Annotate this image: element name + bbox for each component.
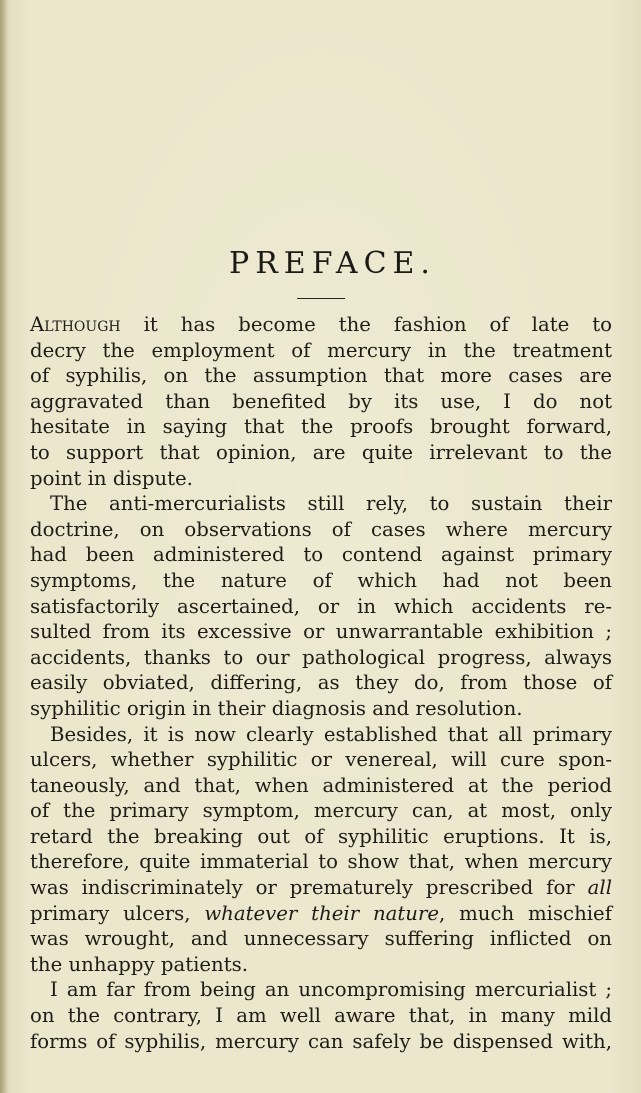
preface-text: [30, 312, 612, 1054]
text-line: easily obviated, differing, as they do, from those of: [30, 671, 612, 695]
text-line: the unhappy patients.: [30, 952, 249, 976]
text-line: forms of syphilis, mercury can safely be dispensed with,: [30, 1029, 612, 1053]
text-line: doctrine, on observations of cases where mercury: [30, 517, 612, 541]
text-line: on the contrary, I am well aware that, in many mild: [30, 1004, 612, 1028]
text-line: had been administered to contend against primary: [30, 543, 612, 567]
italic-phrase: whatever their nature: [204, 901, 440, 925]
drop-word: Although: [30, 313, 121, 336]
text-line: was wrought, and unnecessary suffering inflicted on: [30, 927, 612, 951]
text-line: Besides, it is now clearly established that all primary: [50, 722, 612, 746]
italic-word: all: [587, 876, 612, 900]
text-line: therefore, quite immaterial to show that, when mercury: [30, 850, 612, 874]
page-heading: PREFACE.: [229, 246, 436, 281]
text-line: primary ulcers, whatever their nature, much mischief: [30, 901, 612, 925]
text-line: accidents, thanks to our pathological progress, always: [30, 645, 612, 669]
text-line: aggravated than benefited by its use, I do not: [30, 389, 612, 413]
text-line: Although it has become the fashion of late to: [30, 313, 612, 336]
spine-shadow: [0, 0, 8, 1093]
text-line: to support that opinion, are quite irrelevant to the: [30, 440, 612, 464]
text-line: decry the employment of mercury in the treatment: [30, 338, 612, 362]
heading-rule: [297, 298, 345, 299]
text-line: of the primary symptom, mercury can, at most, only: [30, 799, 612, 823]
text-line: I am far from being an uncompromising mercurialist ;: [50, 978, 612, 1002]
text-line: of syphilis, on the assumption that more cases are: [30, 364, 612, 388]
text-line: taneously, and that, when administered at the period: [30, 773, 612, 797]
text-line: ulcers, whether syphilitic or venereal, will cure spon-: [30, 748, 612, 772]
text-line: symptoms, the nature of which had not been: [30, 568, 612, 592]
text-line: was indiscriminately or prematurely prescribed for all: [30, 876, 612, 900]
text-line: hesitate in saying that the proofs brought forward,: [30, 415, 612, 439]
text-line: retard the breaking out of syphilitic eruptions. It is,: [30, 824, 612, 848]
text-line: sulted from its excessive or unwarrantable exhibition ;: [30, 620, 612, 644]
text-line: syphilitic origin in their diagnosis and resolution.: [30, 696, 523, 720]
text-line: satisfactorily ascertained, or in which accidents re-: [30, 594, 612, 618]
text-line: The anti-mercurialists still rely, to sustain their: [50, 492, 612, 516]
text-line: point in dispute.: [30, 466, 193, 490]
